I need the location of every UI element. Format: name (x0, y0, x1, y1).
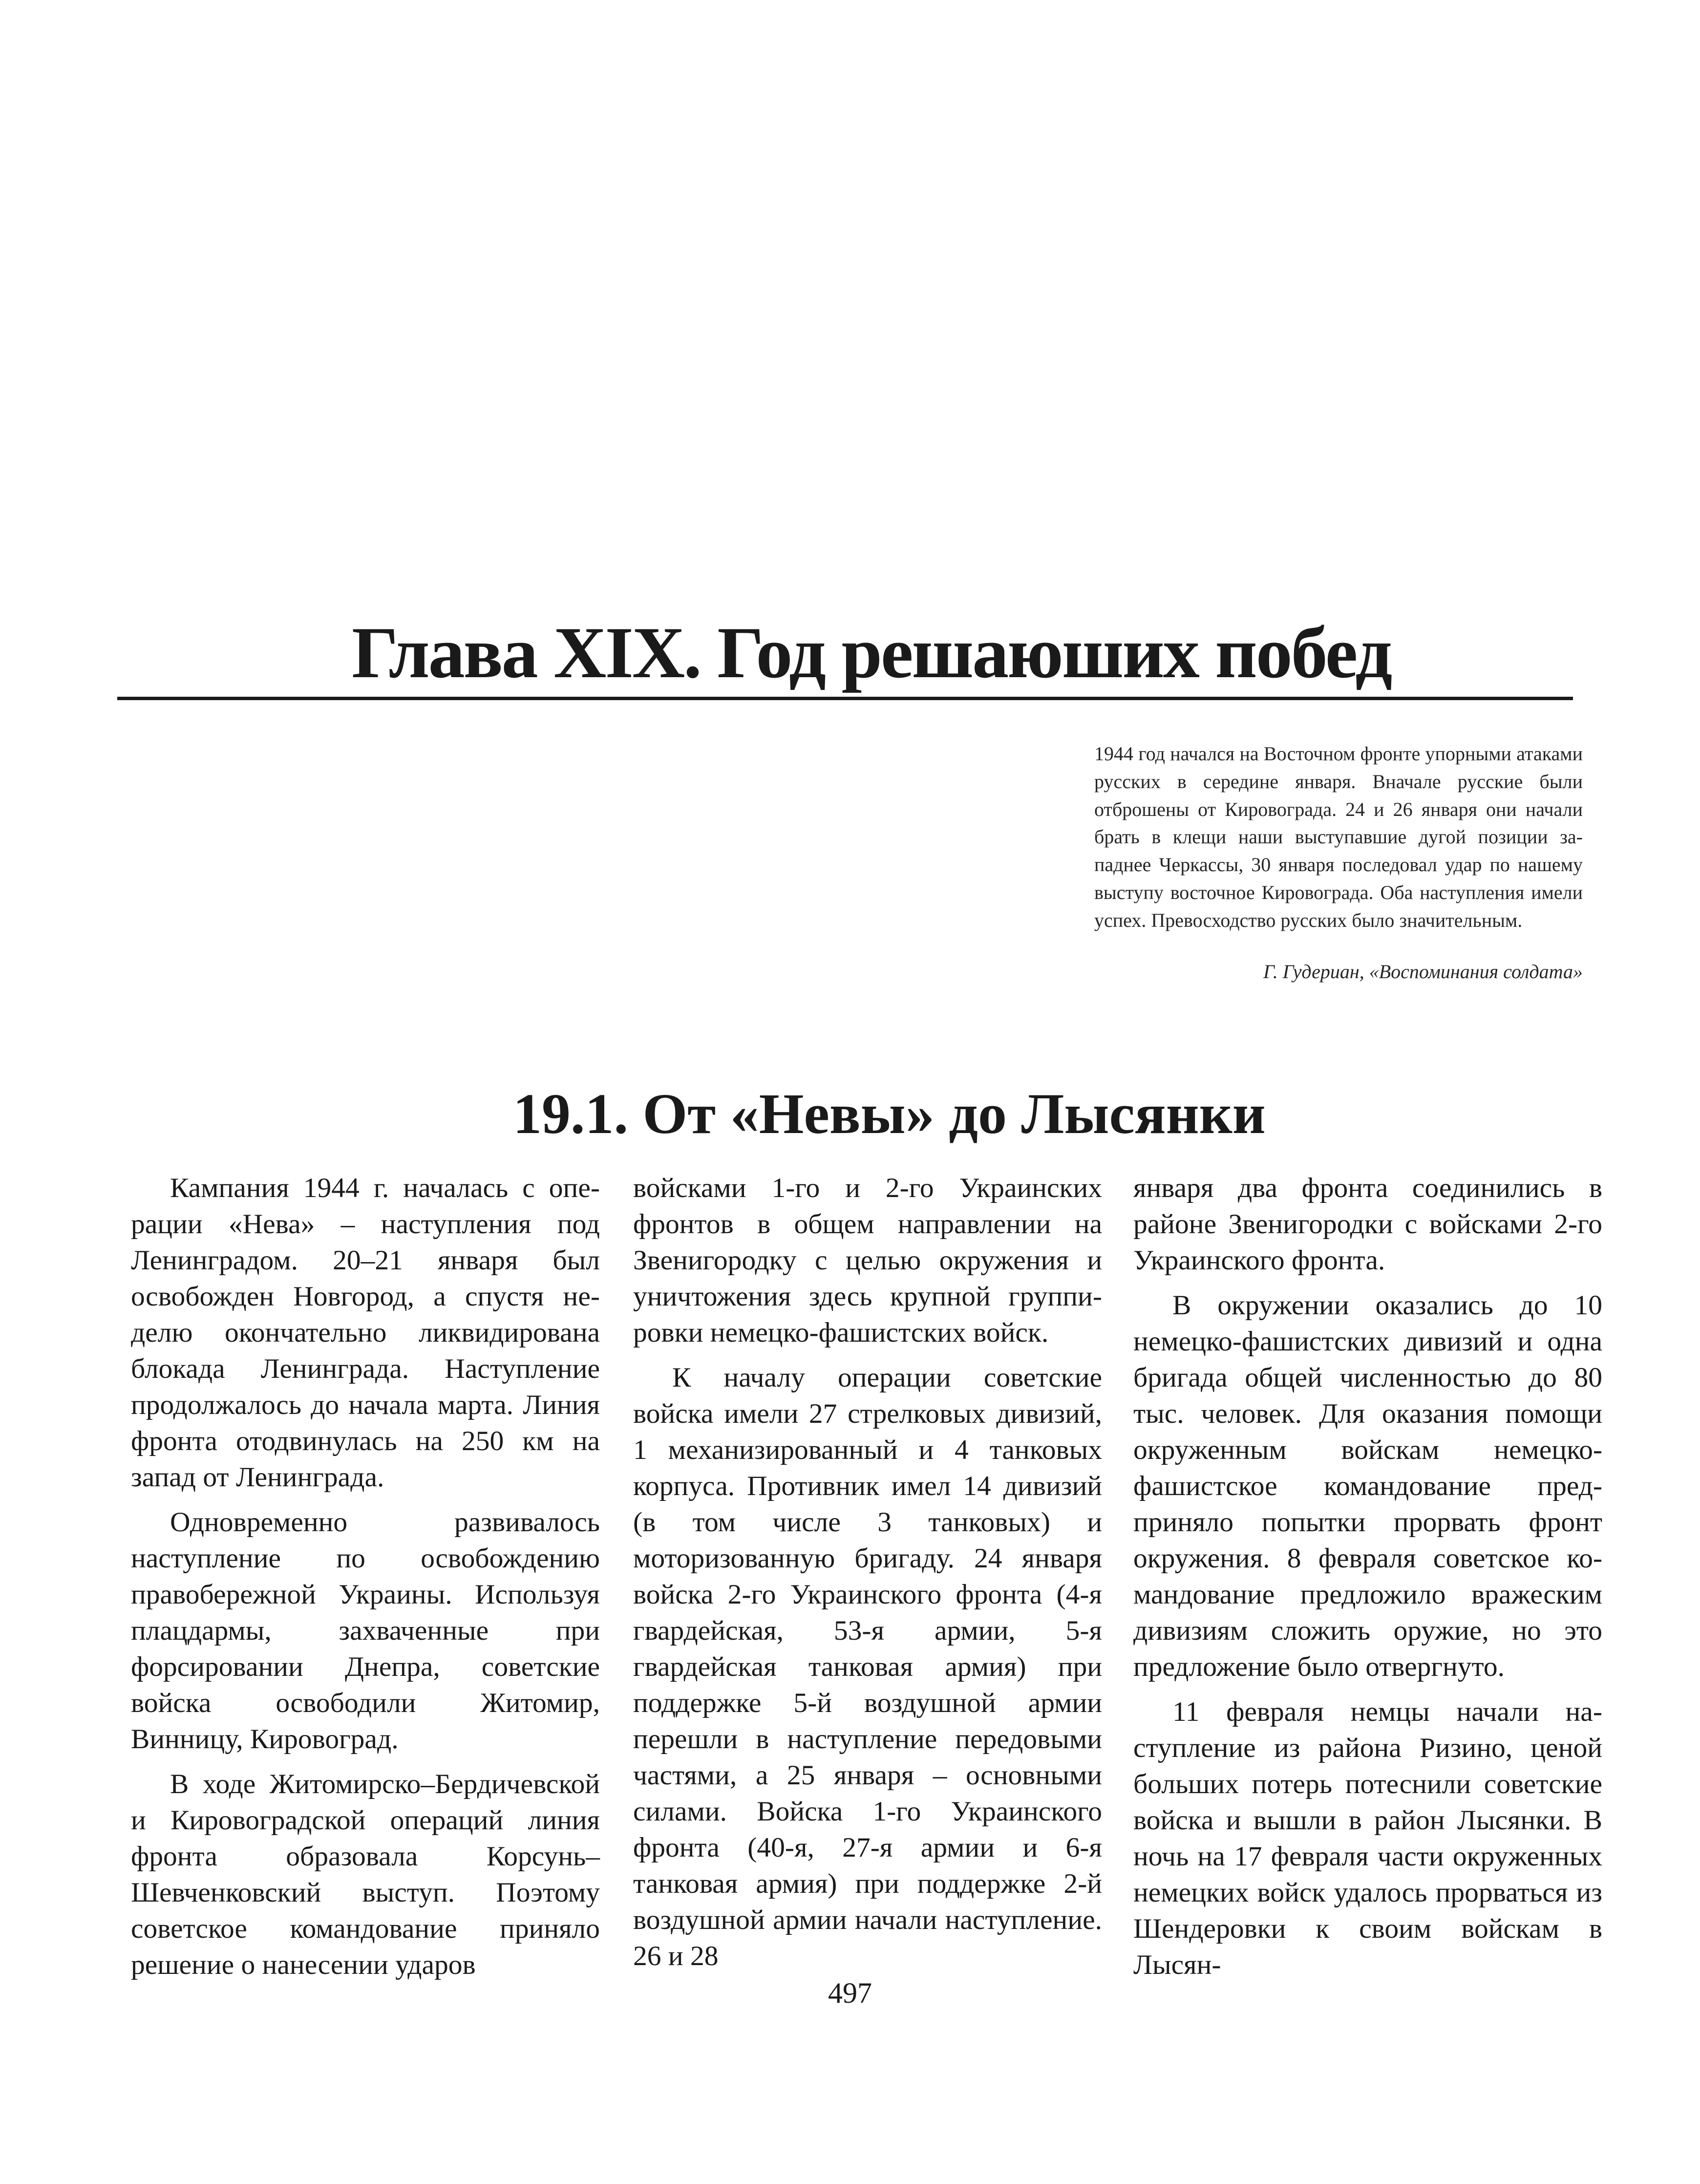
text-column-2 (633, 1170, 1102, 1974)
chapter-title-rule (117, 697, 1573, 700)
body-paragraph: 11 февраля немцы начали наступление из района Ризино, ценой больших потерь потеснили советские войска и вышли в район Лысянки. В ночь на 17 февраля части окруженных немецких войск удалось прорваться из Шендеровки к своим войскам в Лысян- (1133, 1696, 1602, 1980)
body-paragraph: В ходе Житомирско–Бердичевской и Кировоградской операций линия фронта образовала Корсунь–Шевченковский выступ. Поэтому советское командование приняло решение о нанесении ударов (131, 1769, 600, 1980)
body-paragraph: января два фронта соединились в районе Звенигородки с войсками 2-го Украинского фронта. (1133, 1173, 1602, 1276)
body-paragraph: Кампания 1944 г. началась с операции «Нева» – наступления под Ленинградом. 20–21 января был освобожден Новгород, а спустя неделю окончательно ликвидирована блокада Ленинграда. Наступление продолжалось до начала марта. Линия фронта отодвинулась на 250 км на запад от Ленинграда. (131, 1173, 600, 1493)
body-paragraph: войсками 1-го и 2-го Украинских фронтов в общем направлении на Звенигородку с целью окружения и уничтожения здесь крупной группировки немецко-фашистских войск. (633, 1173, 1102, 1348)
epigraph (1094, 740, 1583, 985)
chapter-title: Глава XIX. Год решаюших побед (352, 612, 1391, 693)
body-paragraph: Одновременно развивалось наступление по освобождению правобережной Украины. Используя плацдармы, захваченные при форсировании Днепра, советские войска освободили Житомир, Винницу, Кировоград. (131, 1507, 600, 1755)
epigraph-quote: 1944 год начался на Восточном фронте упорными атаками русских в середине января. Вначале русские были отброшены от Кировограда. 24 и 26 января они начали брать в клещи наши выступавшие дугой позиции западнее Черкассы, 30 января последовал удар по нашему выступу восточное Кировограда. Оба наступления имели успех. Превосходство русских было значительным. (1094, 743, 1583, 931)
body-paragraph: К началу операции советские войска имели 27 стрелковых дивизий, 1 механизированный и 4 танковых корпуса. Противник имел 14 дивизий (в том числе 3 танковых) и моторизованную бригаду. 24 января войска 2-го Украинского фронта (4-я гвардейская, 53-я армии, 5-я гвардейская танковая армия) при поддержке 5-й воздушной армии перешли в наступление передовыми частями, а 25 января – основными силами. Войска 1-го Украинского фронта (40-я, 27-я армии и 6-я танковая армия) при поддержке 2-й воздушной армии начали наступление. 26 и 28 (633, 1362, 1102, 1971)
text-column-3 (1133, 1170, 1602, 1983)
epigraph-attribution: Г. Гудериан, «Воспоминания солдата» (1263, 960, 1583, 983)
text-column-1 (131, 1170, 600, 1983)
body-paragraph: В окружении оказались до 10 немецко-фашистских дивизий и одна бригада общей численностью до 80 тыс. человек. Для оказания помощи окруженным войскам немецко-фашистское командование предприняло попытки прорвать фронт окружения. 8 февраля советское командование предложило вражеским дивизиям сложить оружие, но это предложение было отвергнуто. (1133, 1290, 1602, 1682)
page-number: 497 (828, 1977, 872, 2009)
section-title: 19.1. От «Невы» до Лысянки (513, 1082, 1266, 1146)
